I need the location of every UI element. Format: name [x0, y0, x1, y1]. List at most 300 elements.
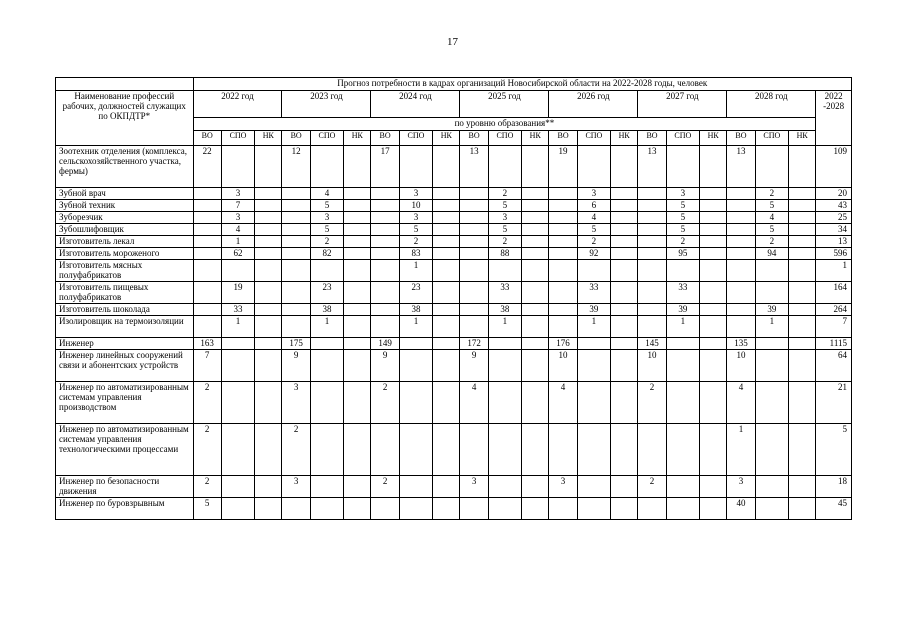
value-spo: 23	[399, 282, 432, 304]
table-row	[56, 146, 852, 188]
value-spo	[577, 338, 610, 350]
education-level-subheader: ВО	[549, 131, 577, 146]
profession-name: Зоотехник отделения (комплекса, сельскохозяйственного участка, фермы)	[56, 146, 194, 188]
value-nk	[522, 282, 549, 304]
value-nk	[522, 304, 549, 316]
profession-name: Инженер по автоматизированным системам управления производством	[56, 382, 194, 424]
value-vo	[282, 282, 310, 304]
value-spo: 2	[577, 236, 610, 248]
row-total: 21	[816, 382, 852, 424]
value-spo	[221, 350, 254, 382]
education-level-subheader: ВО	[193, 131, 221, 146]
value-spo	[666, 350, 699, 382]
value-nk	[344, 212, 371, 224]
value-spo	[221, 424, 254, 476]
value-vo	[371, 304, 399, 316]
value-vo: 9	[282, 350, 310, 382]
value-nk	[433, 224, 460, 236]
value-vo	[460, 304, 488, 316]
value-nk	[700, 282, 727, 304]
value-vo: 4	[727, 382, 755, 424]
value-vo	[638, 498, 666, 520]
value-spo	[577, 424, 610, 476]
value-nk	[522, 236, 549, 248]
value-spo	[221, 476, 254, 498]
year-header-row	[56, 91, 852, 118]
value-vo	[193, 212, 221, 224]
table-row	[56, 424, 852, 476]
value-nk	[789, 304, 816, 316]
education-level-subheader: СПО	[577, 131, 610, 146]
value-spo	[755, 282, 788, 304]
table-row	[56, 248, 852, 260]
value-vo	[193, 188, 221, 200]
total-column-header: 2022 -2028	[816, 91, 852, 146]
value-spo: 5	[666, 224, 699, 236]
value-spo: 3	[310, 212, 343, 224]
value-spo: 94	[755, 248, 788, 260]
value-vo	[638, 200, 666, 212]
value-vo: 10	[727, 350, 755, 382]
value-nk	[344, 350, 371, 382]
value-nk	[255, 476, 282, 498]
profession-name: Изготовитель лекал	[56, 236, 194, 248]
value-nk	[255, 424, 282, 476]
value-nk	[789, 338, 816, 350]
value-vo: 2	[638, 476, 666, 498]
education-level-subheader: НК	[611, 131, 638, 146]
value-vo	[282, 498, 310, 520]
profession-name: Инженер по безопасности движения	[56, 476, 194, 498]
value-spo: 83	[399, 248, 432, 260]
value-vo	[282, 188, 310, 200]
row-total: 64	[816, 350, 852, 382]
value-spo	[310, 382, 343, 424]
value-vo	[638, 188, 666, 200]
value-vo	[460, 248, 488, 260]
value-nk	[255, 224, 282, 236]
value-spo: 62	[221, 248, 254, 260]
value-vo: 2	[371, 476, 399, 498]
value-vo	[371, 498, 399, 520]
value-vo	[727, 188, 755, 200]
value-spo	[666, 260, 699, 282]
value-spo: 4	[310, 188, 343, 200]
value-vo	[193, 200, 221, 212]
value-vo: 145	[638, 338, 666, 350]
value-vo: 10	[638, 350, 666, 382]
value-nk	[522, 476, 549, 498]
value-spo: 5	[666, 212, 699, 224]
education-level-subheader: ВО	[371, 131, 399, 146]
value-vo: 22	[193, 146, 221, 188]
value-nk	[255, 316, 282, 338]
value-vo: 7	[193, 350, 221, 382]
value-nk	[611, 350, 638, 382]
value-nk	[522, 248, 549, 260]
table-row	[56, 188, 852, 200]
value-spo	[221, 382, 254, 424]
value-spo	[310, 338, 343, 350]
value-spo	[399, 338, 432, 350]
value-nk	[789, 282, 816, 304]
value-nk	[700, 304, 727, 316]
value-nk	[611, 304, 638, 316]
value-nk	[611, 476, 638, 498]
value-vo	[193, 316, 221, 338]
value-spo	[488, 498, 521, 520]
value-nk	[433, 316, 460, 338]
education-level-subheader: НК	[344, 131, 371, 146]
value-spo	[399, 350, 432, 382]
value-nk	[255, 200, 282, 212]
value-vo: 2	[193, 424, 221, 476]
value-spo: 3	[221, 188, 254, 200]
value-nk	[611, 260, 638, 282]
education-level-subheader: НК	[789, 131, 816, 146]
value-nk	[789, 224, 816, 236]
value-nk	[433, 498, 460, 520]
value-vo: 2	[193, 476, 221, 498]
value-vo	[549, 224, 577, 236]
value-vo	[727, 260, 755, 282]
value-spo	[577, 260, 610, 282]
value-spo: 23	[310, 282, 343, 304]
year-header: 2024 год	[371, 91, 460, 118]
value-nk	[611, 248, 638, 260]
value-nk	[700, 498, 727, 520]
value-vo	[549, 200, 577, 212]
value-vo: 175	[282, 338, 310, 350]
value-spo: 2	[755, 188, 788, 200]
value-nk	[789, 200, 816, 212]
value-vo	[727, 282, 755, 304]
table-row	[56, 498, 852, 520]
value-vo: 13	[638, 146, 666, 188]
value-spo	[755, 260, 788, 282]
value-vo	[193, 282, 221, 304]
value-spo: 38	[399, 304, 432, 316]
value-vo	[371, 282, 399, 304]
value-vo	[460, 212, 488, 224]
value-spo	[310, 498, 343, 520]
value-spo	[488, 424, 521, 476]
value-vo	[638, 212, 666, 224]
value-spo: 5	[577, 224, 610, 236]
year-header: 2026 год	[549, 91, 638, 118]
profession-name: Зубной техник	[56, 200, 194, 212]
value-spo	[666, 382, 699, 424]
value-nk	[789, 350, 816, 382]
value-spo: 4	[577, 212, 610, 224]
row-total: 13	[816, 236, 852, 248]
value-spo: 5	[488, 200, 521, 212]
value-spo: 33	[577, 282, 610, 304]
value-nk	[700, 146, 727, 188]
value-spo: 88	[488, 248, 521, 260]
table-row	[56, 212, 852, 224]
row-total: 18	[816, 476, 852, 498]
value-nk	[344, 316, 371, 338]
value-vo	[460, 424, 488, 476]
value-nk	[700, 424, 727, 476]
value-vo	[549, 260, 577, 282]
value-nk	[255, 146, 282, 188]
value-nk	[700, 382, 727, 424]
value-spo: 2	[666, 236, 699, 248]
value-vo: 2	[282, 424, 310, 476]
value-vo	[549, 248, 577, 260]
value-spo: 1	[399, 260, 432, 282]
value-nk	[433, 304, 460, 316]
value-spo: 5	[399, 224, 432, 236]
profession-name: Изготовитель мороженого	[56, 248, 194, 260]
corner-cell	[56, 78, 194, 91]
name-column-header: Наименование профессий рабочих, должностей служащих по ОКПДТР*	[56, 91, 194, 146]
value-nk	[255, 188, 282, 200]
value-vo: 13	[727, 146, 755, 188]
education-level-header: по уровню образования**	[193, 118, 816, 131]
value-nk	[344, 476, 371, 498]
value-nk	[789, 146, 816, 188]
value-vo	[460, 282, 488, 304]
value-vo: 3	[549, 476, 577, 498]
value-nk	[522, 338, 549, 350]
education-level-subheader: ВО	[282, 131, 310, 146]
value-nk	[255, 350, 282, 382]
forecast-title: Прогноз потребности в кадрах организаций Новосибирской области на 2022-2028 годы, человек	[193, 78, 851, 91]
value-spo	[399, 382, 432, 424]
value-spo	[577, 498, 610, 520]
value-vo: 13	[460, 146, 488, 188]
value-vo	[371, 188, 399, 200]
value-nk	[789, 248, 816, 260]
value-nk	[344, 236, 371, 248]
row-total: 5	[816, 424, 852, 476]
value-vo	[727, 316, 755, 338]
year-header: 2028 год	[727, 91, 816, 118]
value-vo: 19	[549, 146, 577, 188]
value-nk	[611, 382, 638, 424]
row-total: 45	[816, 498, 852, 520]
value-vo	[638, 224, 666, 236]
year-header: 2027 год	[638, 91, 727, 118]
value-nk	[255, 304, 282, 316]
row-total: 25	[816, 212, 852, 224]
value-spo: 1	[488, 316, 521, 338]
value-vo	[371, 212, 399, 224]
value-spo: 5	[488, 224, 521, 236]
value-vo	[193, 304, 221, 316]
value-vo: 176	[549, 338, 577, 350]
value-vo	[193, 260, 221, 282]
value-vo: 4	[460, 382, 488, 424]
value-vo	[282, 304, 310, 316]
value-vo	[460, 236, 488, 248]
value-vo	[549, 424, 577, 476]
value-spo: 95	[666, 248, 699, 260]
value-spo	[488, 146, 521, 188]
profession-name: Инженер линейных сооружений связи и абонентских устройств	[56, 350, 194, 382]
value-spo: 5	[755, 224, 788, 236]
value-spo: 82	[310, 248, 343, 260]
value-nk	[255, 282, 282, 304]
value-nk	[611, 146, 638, 188]
value-nk	[611, 282, 638, 304]
value-spo: 1	[577, 316, 610, 338]
value-nk	[611, 224, 638, 236]
value-nk	[433, 424, 460, 476]
value-spo	[666, 146, 699, 188]
row-total: 43	[816, 200, 852, 212]
value-nk	[700, 236, 727, 248]
value-nk	[433, 382, 460, 424]
value-spo	[577, 382, 610, 424]
value-nk	[700, 338, 727, 350]
value-vo: 9	[371, 350, 399, 382]
value-vo	[193, 236, 221, 248]
table-row	[56, 382, 852, 424]
value-spo	[399, 424, 432, 476]
value-vo	[638, 260, 666, 282]
value-nk	[522, 316, 549, 338]
value-vo	[460, 200, 488, 212]
value-vo: 163	[193, 338, 221, 350]
value-vo: 135	[727, 338, 755, 350]
value-vo	[460, 224, 488, 236]
value-nk	[433, 248, 460, 260]
value-nk	[789, 212, 816, 224]
value-spo	[310, 260, 343, 282]
value-vo: 3	[727, 476, 755, 498]
table-row	[56, 282, 852, 304]
education-level-subheader: СПО	[488, 131, 521, 146]
table-row	[56, 260, 852, 282]
value-nk	[700, 260, 727, 282]
value-nk	[700, 316, 727, 338]
education-level-subheader: СПО	[310, 131, 343, 146]
value-vo: 12	[282, 146, 310, 188]
value-vo	[549, 236, 577, 248]
value-vo	[460, 316, 488, 338]
value-spo: 3	[221, 212, 254, 224]
value-spo: 4	[755, 212, 788, 224]
table-row	[56, 236, 852, 248]
value-nk	[433, 212, 460, 224]
table-row	[56, 200, 852, 212]
value-vo: 9	[460, 350, 488, 382]
value-nk	[611, 188, 638, 200]
value-spo	[666, 424, 699, 476]
value-spo	[488, 476, 521, 498]
value-nk	[433, 350, 460, 382]
value-vo: 149	[371, 338, 399, 350]
value-nk	[522, 382, 549, 424]
table-row	[56, 224, 852, 236]
value-nk	[344, 424, 371, 476]
value-spo	[310, 350, 343, 382]
value-vo	[371, 424, 399, 476]
value-nk	[789, 260, 816, 282]
value-spo	[399, 476, 432, 498]
value-vo	[460, 260, 488, 282]
value-spo	[488, 338, 521, 350]
value-vo: 2	[193, 382, 221, 424]
value-spo: 33	[666, 282, 699, 304]
education-level-subheader: НК	[433, 131, 460, 146]
profession-name: Зуборезчик	[56, 212, 194, 224]
year-header: 2022 год	[193, 91, 282, 118]
value-nk	[344, 498, 371, 520]
value-vo	[638, 304, 666, 316]
row-total: 34	[816, 224, 852, 236]
value-nk	[255, 236, 282, 248]
value-vo	[638, 424, 666, 476]
value-nk	[611, 316, 638, 338]
education-level-subheader: ВО	[727, 131, 755, 146]
value-nk	[344, 304, 371, 316]
value-nk	[344, 146, 371, 188]
value-vo	[282, 316, 310, 338]
value-vo	[371, 236, 399, 248]
value-nk	[344, 260, 371, 282]
value-nk	[344, 248, 371, 260]
value-spo: 1	[221, 316, 254, 338]
education-level-subheader: СПО	[666, 131, 699, 146]
value-nk	[522, 260, 549, 282]
value-nk	[611, 236, 638, 248]
value-vo: 3	[282, 476, 310, 498]
value-nk	[433, 476, 460, 498]
value-nk	[433, 200, 460, 212]
value-spo	[755, 498, 788, 520]
value-spo: 3	[488, 212, 521, 224]
value-vo: 1	[727, 424, 755, 476]
value-spo: 4	[221, 224, 254, 236]
value-vo	[282, 236, 310, 248]
row-total: 264	[816, 304, 852, 316]
value-vo	[727, 304, 755, 316]
value-spo	[755, 350, 788, 382]
value-nk	[522, 212, 549, 224]
value-nk	[700, 200, 727, 212]
value-spo: 39	[577, 304, 610, 316]
value-nk	[700, 476, 727, 498]
value-spo	[310, 146, 343, 188]
value-spo: 1	[399, 316, 432, 338]
row-total: 109	[816, 146, 852, 188]
value-spo: 2	[399, 236, 432, 248]
value-spo	[488, 350, 521, 382]
value-nk	[789, 316, 816, 338]
value-nk	[789, 382, 816, 424]
value-spo	[755, 146, 788, 188]
value-nk	[255, 260, 282, 282]
value-vo	[549, 316, 577, 338]
value-nk	[255, 338, 282, 350]
value-spo: 2	[755, 236, 788, 248]
value-nk	[344, 224, 371, 236]
value-vo	[638, 236, 666, 248]
value-vo	[193, 224, 221, 236]
value-vo	[282, 212, 310, 224]
education-level-subheader: НК	[522, 131, 549, 146]
value-spo	[755, 338, 788, 350]
profession-name: Инженер	[56, 338, 194, 350]
value-spo	[755, 424, 788, 476]
value-spo	[577, 146, 610, 188]
profession-name: Изготовитель шоколада	[56, 304, 194, 316]
